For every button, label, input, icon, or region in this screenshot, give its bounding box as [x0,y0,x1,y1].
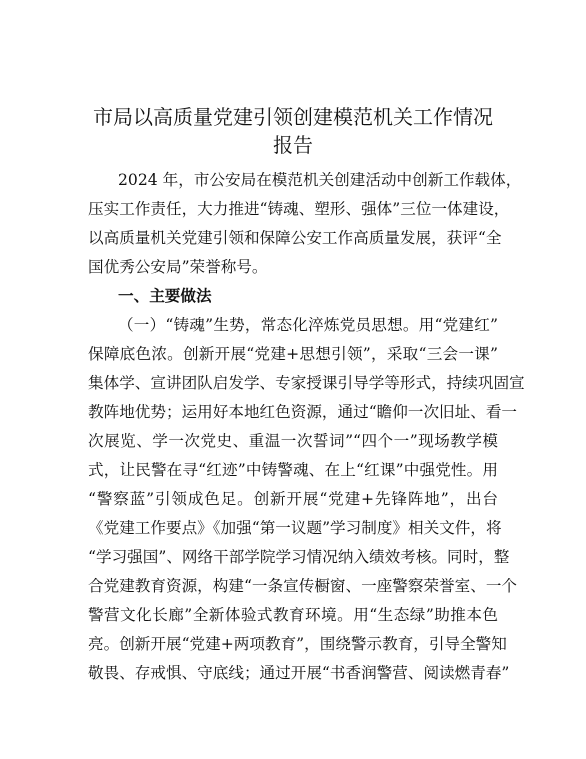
intro-line-3: 以高质量机关党建引领和保障公安工作高质量发展，获评“全 [88,229,502,247]
section-heading: 一、主要做法 [118,286,212,305]
intro-line-4: 国优秀公安局”荣誉称号。 [88,258,268,276]
body-line-7: “警察蓝”引领成色足。创新开展“党建+先锋阵地”，出台 [88,490,498,508]
intro-line-1: 2024 年，市公安局在模范机关创建活动中创新工作载体， [118,171,522,189]
body-line-6: 式，让民警在寻“红迹”中铸警魂、在上“红课”中强党性。用 [88,461,498,479]
body-line-5: 次展览、学一次党史、重温一次誓词”“四个一”现场教学模 [88,432,498,450]
body-line-12: 亮。创新开展“党建+两项教育”，围绕警示教育，引导全警知 [88,635,507,653]
body-line-11: 警营文化长廊”全新体验式教育环境。用“生态绿”助推本色 [88,606,498,624]
body-line-8: 《党建工作要点》《加强“第一议题”学习制度》相关文件，将 [88,519,502,537]
body-line-9: “学习强国”、网络干部学院学习情况纳入绩效考核。同时，整 [88,548,510,566]
body-line-10: 合党建教育资源，构建“一条宣传橱窗、一座警察荣誉室、一个 [88,577,518,595]
document-title-line-2: 报告 [273,133,313,157]
intro-line-2: 压实工作责任，大力推进“铸魂、塑形、强体”三位一体建设， [88,200,510,218]
body-line-2: 保障底色浓。创新开展“党建+思想引领”，采取“三会一课” [88,345,498,363]
body-line-13: 敬畏、存戒惧、守底线；通过开展“书香润警营、阅读燃青春” [88,664,510,682]
body-line-4: 教阵地优势；运用好本地红色资源，通过“瞻仰一次旧址、看一 [88,403,518,421]
document-title-line-1: 市局以高质量党建引领创建模范机关工作情况 [93,105,493,129]
body-line-3: 集体学、宣讲团队启发学、专家授课引导学等形式，持续巩固宣 [88,374,525,392]
body-line-1: （一）“铸魂”生势，常态化淬炼党员思想。用“党建红” [118,316,498,334]
